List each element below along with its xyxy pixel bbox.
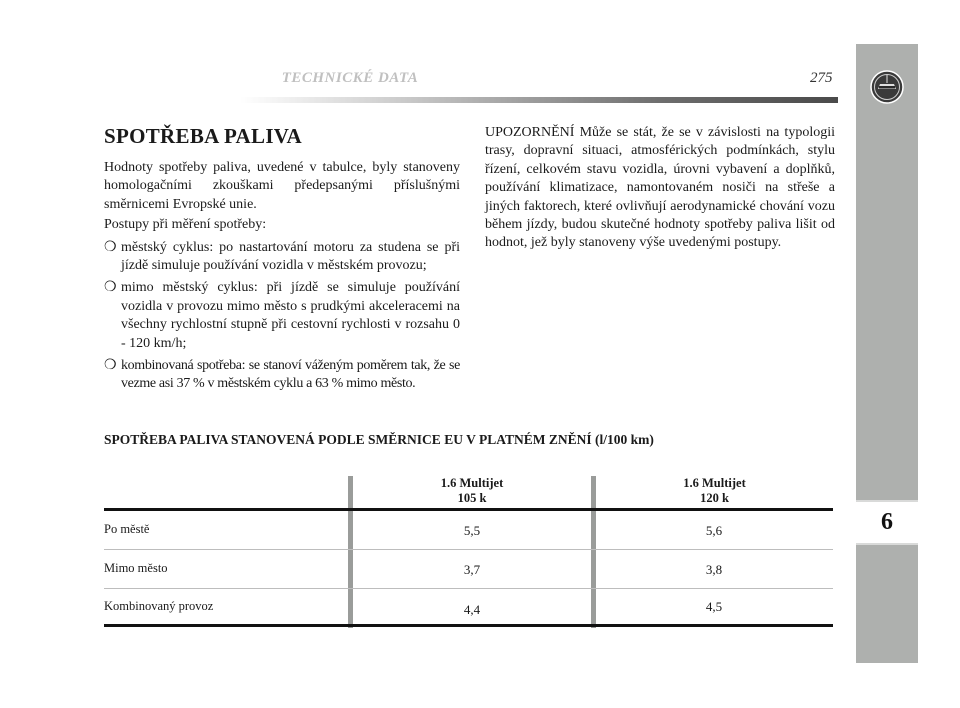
column-header-model: 1.6 Multijet bbox=[440, 476, 504, 490]
row-divider bbox=[104, 588, 833, 589]
row-label: Po městě bbox=[104, 522, 150, 536]
bullet-circle-icon: ❍ bbox=[104, 358, 117, 374]
intro-paragraph: Hodnoty spotřeby paliva, uvedené v tabulce, byly stanoveny homologačními zkouškami předepsanými příslušnými směrnicemi Evropské unie. bbox=[104, 160, 460, 212]
list-item-text: městský cyklus: po nastartování motoru za studena se při jízdě simuluje používání vozidla v městském provozu; bbox=[121, 239, 460, 274]
cell-value: 4,4 bbox=[463, 602, 481, 617]
procedures-label: Postupy při měření spotřeby: bbox=[104, 217, 267, 233]
cell-value: 3,7 bbox=[463, 562, 481, 577]
cell-value: 4,5 bbox=[705, 599, 723, 614]
bullet-circle-icon: ❍ bbox=[104, 239, 117, 255]
page-number: 275 bbox=[810, 70, 833, 86]
bullet-circle-icon: ❍ bbox=[104, 280, 117, 296]
table-title: SPOTŘEBA PALIVA STANOVENÁ PODLE SMĚRNICE EU V PLATNÉM ZNĚNÍ (l/100 km) bbox=[104, 432, 654, 447]
list-item bbox=[104, 239, 460, 276]
column-header bbox=[596, 476, 833, 506]
chapter-sidebar bbox=[856, 44, 918, 663]
row-divider bbox=[104, 549, 833, 550]
list-item-text: mimo městský cyklus: při jízdě se simuluje používání vozidla v provozu mimo město s prudkými akceleracemi na všechny rychlostní stupně při cestovní rychlosti v rozsahu 0 - 120 km/h; bbox=[121, 280, 460, 351]
row-label: Kombinovaný provoz bbox=[104, 599, 214, 613]
column-header-model: 1.6 Multijet bbox=[683, 476, 746, 490]
list-item bbox=[104, 279, 460, 353]
bottom-rule bbox=[104, 624, 833, 627]
header-gradient-rule bbox=[240, 97, 838, 103]
cell-value: 5,5 bbox=[463, 523, 481, 538]
fuel-consumption-table bbox=[104, 476, 833, 630]
chapter-tab[interactable] bbox=[856, 500, 918, 545]
warning-paragraph: UPOZORNĚNÍ Může se stát, že se v závislosti na typologii trasy, dopravní situaci, atmosférických podmínkách, stylu řízení, celkovém stavu vozidla, úrovni vybavení a doplňků, používání klimatizace, namontovaném nosiči na střeše a jiných faktorech, které ovlivňují aerodynamické chování vozu během jízdy, budou skutečné hodnoty spotřeby paliva lišit od hodnot, jež byly stanoveny výše uvedenými postupy. bbox=[485, 125, 835, 251]
header-rule bbox=[104, 508, 833, 511]
list-item bbox=[104, 357, 460, 394]
cell-value: 3,8 bbox=[705, 562, 723, 577]
chapter-number: 6 bbox=[881, 509, 893, 535]
section-title: TECHNICKÉ DATA bbox=[281, 70, 419, 86]
row-label: Mimo město bbox=[104, 561, 168, 575]
section-heading: SPOTŘEBA PALIVA bbox=[104, 124, 303, 148]
procedure-list bbox=[104, 239, 460, 394]
left-column bbox=[104, 124, 460, 398]
list-item-text: kombinovaná spotřeba: se stanoví váženým poměrem tak, že se vezme asi 37 % v městském cyklu a 63 % mimo město. bbox=[121, 358, 460, 392]
column-header bbox=[353, 476, 591, 506]
cell-value: 5,6 bbox=[705, 523, 723, 538]
lancia-logo-icon bbox=[870, 70, 904, 104]
right-column bbox=[485, 124, 835, 253]
column-header-power: 105 k bbox=[457, 491, 487, 505]
column-header-power: 120 k bbox=[700, 491, 729, 505]
